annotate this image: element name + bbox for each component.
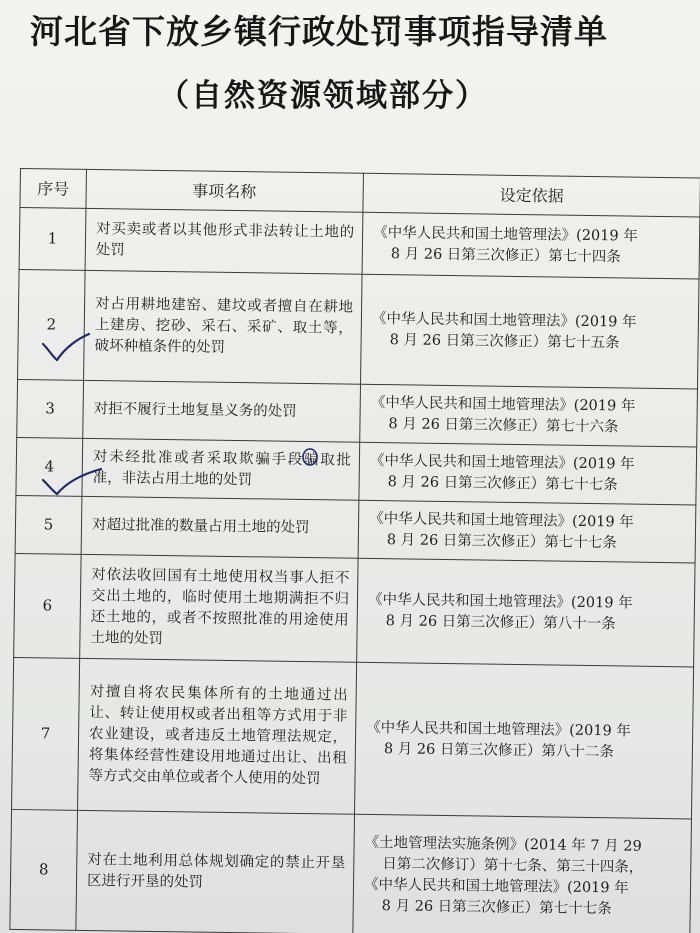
basis-line: 《中华人民共和国土地管理法》(2019 年 xyxy=(366,719,631,740)
basis-line: 8 月 26 日第三次修正）第八十二条 xyxy=(383,740,615,760)
row-legal-basis xyxy=(358,500,696,563)
table-row xyxy=(18,269,699,388)
penalty-list-table xyxy=(9,168,700,933)
basis-line: 《中华人民共和国土地管理法》(2019 年 xyxy=(370,394,636,415)
row-item-name: 对买卖或者以其他形式非法转让土地的处罚 xyxy=(85,208,363,274)
row-serial-number: 5 xyxy=(15,495,82,554)
basis-line: 8 月 26 日第三次修正）第七十六条 xyxy=(388,415,619,435)
basis-line: 《土地管理法实施条例》(2014 年 7 月 29 xyxy=(364,834,642,855)
basis-line: 8 月 26 日第三次修正）第七十七条 xyxy=(381,897,612,917)
basis-line: 《中华人民共和国土地管理法》(2019 年 xyxy=(367,591,633,612)
basis-line: 8 月 26 日第三次修正）第七十五条 xyxy=(389,331,620,351)
table-row xyxy=(19,208,700,279)
table-row xyxy=(17,379,698,446)
row-serial-number: 7 xyxy=(12,657,80,810)
row-serial-number: 6 xyxy=(14,553,81,658)
header-item-name: 事项名称 xyxy=(86,169,364,212)
row-item-name: 对依法收回国有土地使用权当事人拒不交出土地的，临时使用土地期满拒不归还土地的，或者不按照批准的用途使用土地的处罚 xyxy=(80,554,358,662)
row-item-name: 对占用耕地建窑、建坟或者擅自在耕地上建房、挖砂、采石、采矿、取土等，破坏种植条件的处罚 xyxy=(84,270,363,384)
row-serial-number: 3 xyxy=(17,379,84,438)
row-item-name: 对在土地利用总体规划确定的禁止开垦区进行开垦的处罚 xyxy=(76,810,355,933)
table-row xyxy=(14,553,695,666)
row-legal-basis xyxy=(359,442,697,505)
row-legal-basis xyxy=(361,274,700,389)
table-row xyxy=(16,437,697,504)
penalty-list-table-wrapper xyxy=(9,168,700,933)
row-legal-basis xyxy=(353,814,692,933)
row-legal-basis xyxy=(357,558,695,667)
row-item-name: 对擅自将农民集体所有的土地通过出让、转让使用权或者出租等方式用于非农业建设，或者违反土地管理法规定，将集体经营性建设用地通过出让、出租等方式交由单位或者个人使用的处罚 xyxy=(78,658,357,814)
basis-line: 《中华人民共和国土地管理法》(2019 年 xyxy=(363,876,629,897)
table-row xyxy=(12,657,694,818)
basis-line: 8 月 26 日第三次修正）第七十七条 xyxy=(386,531,617,551)
document-subtitle: （自然资源领域部分） xyxy=(158,78,488,114)
row-legal-basis xyxy=(355,662,694,819)
basis-line: 日第二次修订）第十七条、第三十四条， xyxy=(382,855,644,876)
basis-line: 8 月 26 日第三次修正）第七十四条 xyxy=(390,245,621,265)
row-item-name: 对拒不履行土地复垦义务的处罚 xyxy=(83,380,361,442)
basis-line: 8 月 26 日第三次修正）第七十七条 xyxy=(387,473,618,493)
row-serial-number: 2 xyxy=(18,269,86,380)
row-serial-number: 8 xyxy=(10,809,78,930)
table-row xyxy=(10,809,692,933)
basis-line: 《中华人民共和国土地管理法》(2019 年 xyxy=(369,510,634,531)
basis-line: 8 月 26 日第三次修正）第八十一条 xyxy=(385,612,616,632)
row-legal-basis xyxy=(360,384,698,447)
basis-line: 《中华人民共和国土地管理法》(2019 年 xyxy=(373,224,638,245)
basis-line: 《中华人民共和国土地管理法》(2019 年 xyxy=(369,452,635,473)
row-serial-number: 4 xyxy=(16,437,83,496)
row-item-name: 对未经批准或者采取欺骗手段骗取批准，非法占用土地的处罚 xyxy=(82,438,360,500)
header-serial-number: 序号 xyxy=(20,169,87,209)
header-legal-basis: 设定依据 xyxy=(363,173,700,217)
row-legal-basis xyxy=(362,212,700,279)
row-item-name: 对超过批准的数量占用土地的处罚 xyxy=(81,496,359,558)
basis-line: 《中华人民共和国土地管理法》(2019 年 xyxy=(371,310,637,331)
document-title: 河北省下放乡镇行政处罚事项指导清单 xyxy=(30,12,608,51)
table-row xyxy=(15,495,696,562)
row-serial-number: 1 xyxy=(19,208,86,271)
